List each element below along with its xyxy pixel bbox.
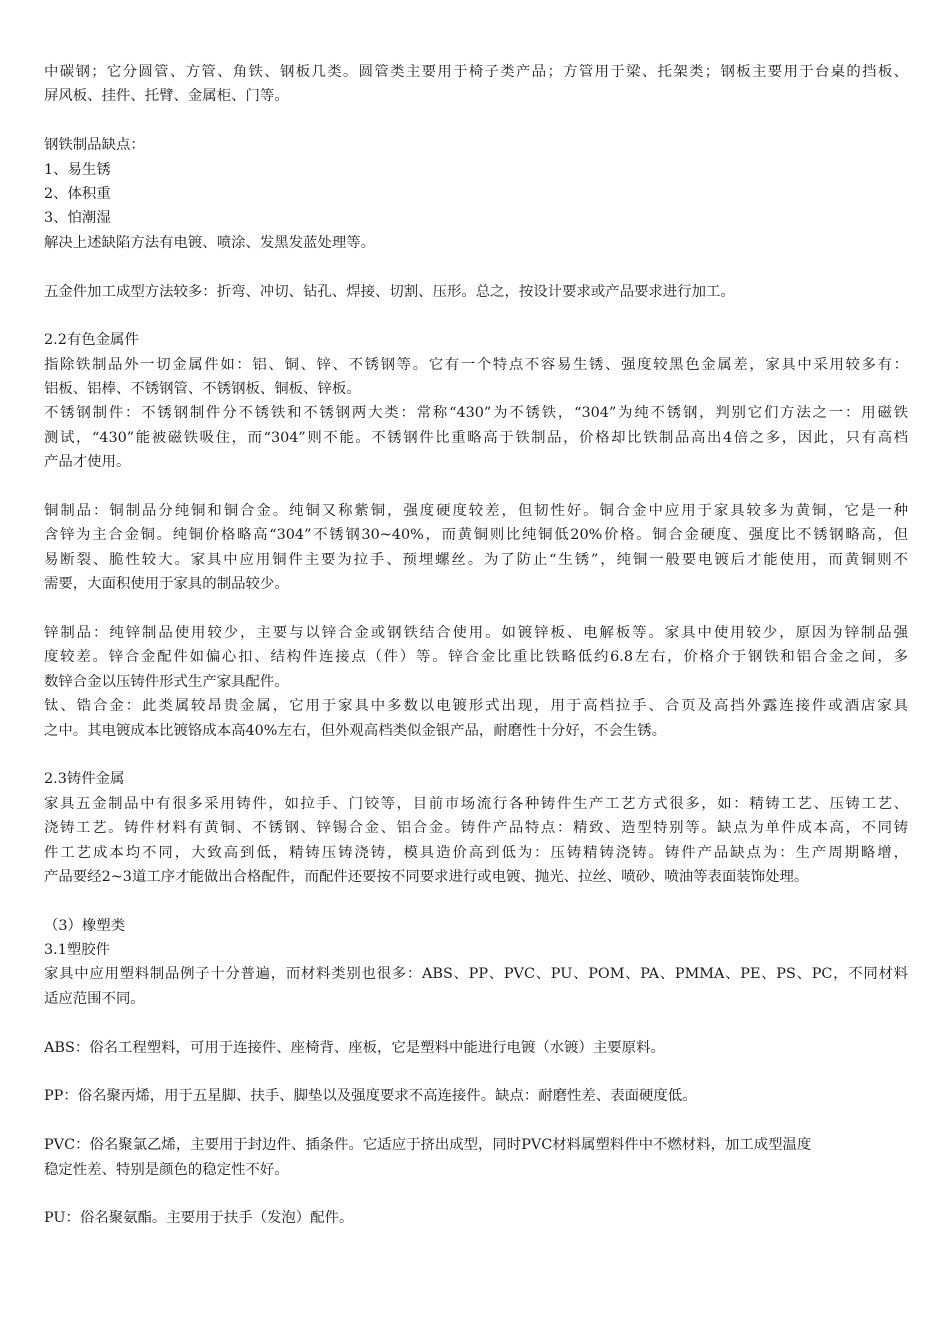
text-line: 产品才使用。 <box>44 454 131 471</box>
text-line: 产品要经2~3道工序才能做出合格配件，而配件还要按不同要求进行或电镀、抛光、拉丝、喷砂、喷油等表面装饰处理。 <box>44 868 809 885</box>
text-line: 五金件加工成型方法较多：折弯、冲切、钻孔、焊接、切割、压形。总之，按设计要求或产品要求进行加工。 <box>44 283 735 300</box>
text-line: 适应范围不同。 <box>44 990 145 1007</box>
text-line: 3.1塑胶件 <box>44 942 111 959</box>
text-line: 家具五金制品中有很多采用铸件，如拉手、门铰等，目前市场流行各种铸件生产工艺方式很多，如：精铸工艺、压铸工艺、 <box>44 795 908 812</box>
text-line: 3、怕潮湿 <box>44 210 111 227</box>
text-line: 需要，大面积使用于家具的制品较少。 <box>44 576 289 593</box>
text-line: 家具中应用塑料制品例子十分普遍，而材料类别也很多：ABS、PP、PVC、PU、POM、PA、PMMA、PE、PS、PC，不同材料 <box>44 966 908 983</box>
text-line: 2、体积重 <box>44 185 111 202</box>
text-line: 钛、锆合金：此类属较昂贵金属，它用于家具中多数以电镀形式出现，用于高档拉手、合页及高挡外露连接件或酒店家具 <box>44 698 908 715</box>
text-line: 件工艺成本均不同，大致高到低，精铸压铸浇铸，模具造价高到低为：压铸精铸浇铸。铸件产品缺点为：生产周期略增， <box>44 844 908 861</box>
text-line: 易断裂、脆性较大。家具中应用铜件主要为拉手、预埋螺丝。为了防止“生锈”，纯铜一般要电镀后才能使用，而黄铜则不 <box>44 551 908 568</box>
blank-line <box>44 1060 908 1084</box>
text-line: 稳定性差、特别是颜色的稳定性不好。 <box>44 1161 289 1178</box>
blank-line <box>44 889 908 913</box>
text-line: 测试，“430”能被磁铁吸住，而“304”则不能。不锈钢件比重略高于铁制品，价格却比铁制品高出4倍之多，因此，只有高档 <box>44 429 908 446</box>
blank-line <box>44 597 908 621</box>
text-line: 之中。其电镀成本比镀铬成本高40%左右，但外观高档类似金银产品，耐磨性十分好，不会生锈。 <box>44 722 667 739</box>
text-line: 2.2有色金属件 <box>44 332 139 349</box>
text-line: 不锈钢制件：不锈钢制件分不锈铁和不锈钢两大类：常称“430”为不锈铁，“304”为纯不锈钢，判别它们方法之一：用磁铁 <box>44 405 908 422</box>
text-line: PU：俗名聚氨酯。主要用于扶手（发泡）配件。 <box>44 1210 354 1227</box>
text-line: 2.3铸件金属 <box>44 771 125 788</box>
blank-line <box>44 743 908 767</box>
text-line: ABS：俗名工程塑料，可用于连接件、座椅背、座板，它是塑料中能进行电镀（水镀）主要原料。 <box>44 1039 665 1056</box>
blank-line <box>44 1109 908 1133</box>
blank-line <box>44 255 908 279</box>
text-line: 解决上述缺陷方法有电镀、喷涂、发黑发蓝处理等。 <box>44 234 375 251</box>
text-line: PVC：俗名聚氯乙烯，主要用于封边件、插条件。它适应于挤出成型，同时PVC材料属塑料件中不燃材料，加工成型温度 <box>44 1137 812 1154</box>
blank-line <box>44 304 908 328</box>
text-line: 1、易生锈 <box>44 161 111 178</box>
document-page <box>44 60 908 1231</box>
blank-line <box>44 475 908 499</box>
text-line: 铜制品：铜制品分纯铜和铜合金。纯铜又称紫铜，强度硬度较差，但韧性好。铜合金中应用于家具较多为黄铜，它是一种 <box>44 503 908 520</box>
text-line: 含锌为主合金铜。纯铜价格略高“304”不锈钢30~40%，而黄铜则比纯铜低20%价格。铜合金硬度、强度比不锈钢略高，但 <box>44 527 908 544</box>
text-line: 浇铸工艺。铸件材料有黄铜、不锈钢、锌锡合金、铝合金。铸件产品特点：精致、造型特别等。缺点为单件成本高，不同铸 <box>44 820 908 837</box>
text-line: 数锌合金以压铸件形式生产家具配件。 <box>44 673 289 690</box>
text-line: （3）橡塑类 <box>44 917 126 934</box>
blank-line <box>44 1182 908 1206</box>
text-line: 铝板、铝棒、不锈钢管、不锈钢板、铜板、锌板。 <box>44 381 361 398</box>
text-line: 中碳钢；它分圆管、方管、角铁、钢板几类。圆管类主要用于椅子类产品；方管用于梁、托架类；钢板主要用于台桌的挡板、 <box>44 64 908 80</box>
blank-line <box>44 109 908 133</box>
text-line: 度较差。锌合金配件如偏心扣、结构件连接点（件）等。锌合金比重比铁略低约6.8左右，价格介于钢铁和铝合金之间，多 <box>44 649 908 666</box>
text-line: PP：俗名聚丙烯，用于五星脚、扶手、脚垫以及强度要求不高连接件。缺点：耐磨性差、表面硬度低。 <box>44 1088 697 1105</box>
text-line: 指除铁制品外一切金属件如：铝、铜、锌、不锈钢等。它有一个特点不容易生锈、强度较黑色金属差，家具中采用较多有： <box>44 356 908 373</box>
text-line: 屏风板、挂件、托臂、金属柜、门等。 <box>44 88 289 105</box>
text-line: 锌制品：纯锌制品使用较少，主要与以锌合金或钢铁结合使用。如镀锌板、电解板等。家具中使用较少，原因为锌制品强 <box>44 624 908 641</box>
text-line: 钢铁制品缺点： <box>44 137 145 154</box>
blank-line <box>44 1011 908 1035</box>
